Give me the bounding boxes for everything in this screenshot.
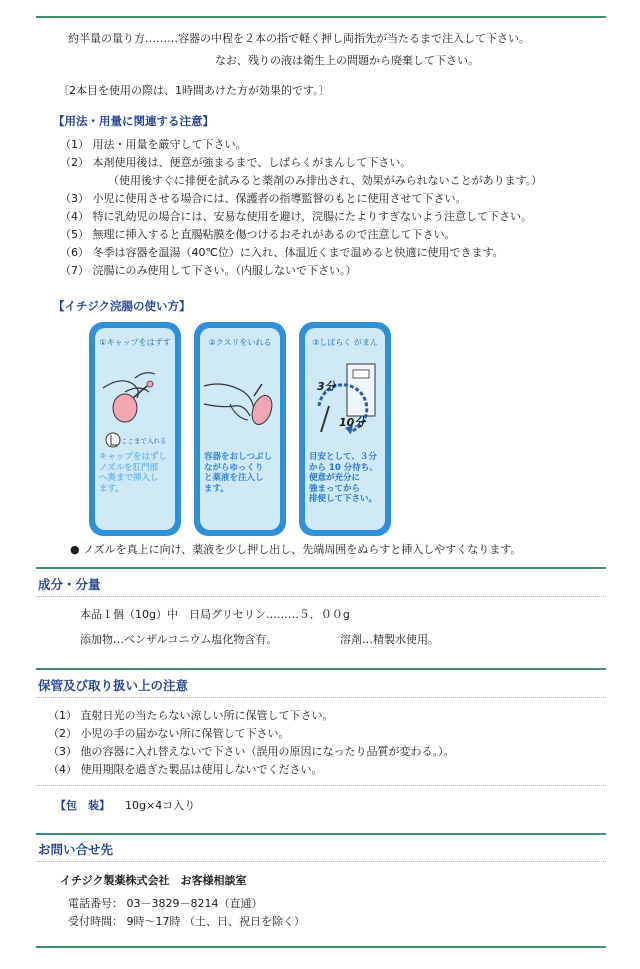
clock-label-3: 3分 — [317, 380, 336, 393]
panel-3-title: ③しばらく がまん — [312, 338, 378, 347]
storage-divider — [36, 697, 606, 698]
how-to-panel-2 — [194, 322, 286, 536]
usage-note-item: （5） 無理に挿入すると直腸粘膜を傷つけるおそれがあるので注意して下さい。 — [60, 228, 456, 241]
usage-note-item: （3） 小児に使用させる場合には、保護者の指導監督のもとに使用させて下さい。 — [60, 192, 467, 205]
panel-2-title: ②クスリをいれる — [208, 338, 272, 347]
usage-note-item: （1） 用法・用量を厳守して下さい。 — [60, 138, 247, 151]
storage-rule — [36, 668, 606, 670]
usage-note-item: （4） 特に乳幼児の場合には、安易な使用を避け、浣腸にたよりすぎないよう注意して下さい。 — [60, 210, 533, 223]
intro-line-3: 〔2本目を使用の際は、1時間あけた方が効果的です。〕 — [58, 84, 330, 97]
usage-note-item: （6） 冬季は容器を温湯（40℃位）に入れ、体温近くまで温めると快適に使用できます。 — [60, 246, 504, 259]
package-value: 10g×4コ入り — [125, 799, 196, 812]
bottom-rule — [36, 946, 606, 948]
ingredients-additive: 添加物…ベンザルコニウム塩化物含有。 — [80, 633, 278, 646]
contact-title: お問い合せ先 — [38, 842, 114, 857]
panel-2-text: 容器をおしつぶし ながらゆっくり と薬液を注入し ます。 — [204, 452, 273, 494]
remove-cap-illustration — [95, 348, 175, 448]
intro-line-1: 約半量の量り方………容器の中程を２本の指で軽く押し両指先が当たるまで注入して下さい。 — [68, 32, 530, 45]
intro-line-2: なお、残りの液は衛生上の問題から廃棄して下さい。 — [215, 54, 479, 67]
storage-item: （4） 使用期限を過ぎた製品は使用しないでください。 — [48, 763, 323, 776]
panel-1-title: ①キャップをはずす — [99, 338, 171, 347]
storage-item: （1） 直射日光の当たらない涼しい所に保管して下さい。 — [48, 709, 334, 722]
inject-illustration — [200, 348, 280, 448]
contact-company: イチジク製薬株式会社 お客様相談室 — [60, 874, 247, 887]
contact-phone: 電話番号： 03－3829－8214（直通） — [68, 897, 263, 910]
panel-1-text: キャップをはずし ノズルを肛門部 へ奥まで挿入し ます。 — [99, 452, 168, 494]
panel-3-text: 目安として、３分 から 10 分待ち、 便意が充分に 強まってから 排便して下さい。 — [309, 452, 378, 504]
ingredients-solvent: 溶剤…精製水使用。 — [340, 633, 439, 646]
ingredients-divider — [36, 596, 606, 597]
storage-title: 保管及び取り扱い上の注意 — [38, 678, 189, 693]
contact-rule — [36, 833, 606, 835]
usage-note-item: （2） 本剤使用後は、便意が強まるまで、しばらくがまんして下さい。 — [60, 156, 412, 169]
panel-1-insert-label: ここまで入れる — [121, 437, 167, 445]
usage-note-item: （7） 浣腸にのみ使用して下さい。（内服しないで下さい。） — [60, 264, 357, 277]
top-rule — [36, 16, 606, 18]
how-to-panel-1 — [89, 322, 181, 536]
package-divider — [36, 785, 606, 786]
contact-hours: 受付時間： 9時～17時 （土、日、祝日を除く） — [68, 915, 305, 928]
how-to-title: 【イチジク浣腸の使い方】 — [53, 299, 191, 313]
storage-item: （2） 小児の手の届かない所に保管して下さい。 — [48, 727, 290, 740]
contact-divider — [36, 861, 606, 862]
how-to-panel-3 — [299, 322, 391, 536]
wait-clock-illustration — [305, 348, 385, 448]
ingredients-title: 成分・分量 — [38, 577, 101, 592]
clock-label-10: 10分 — [339, 416, 366, 429]
usage-notes-title: 【用法・用量に関連する注意】 — [53, 114, 214, 128]
how-to-tip: ● ノズルを真上に向け、薬液を少し押し出し、先端周囲をぬらすと挿入しやすくなります。 — [70, 543, 522, 556]
package-label: 【包 装】 — [55, 799, 110, 812]
ingredients-line-1: 本品１個（10g）中 日局グリセリン………５．００g — [80, 608, 350, 621]
storage-item: （3） 他の容器に入れ替えないで下さい（誤用の原因になったり品質が変わる。）。 — [48, 745, 455, 758]
usage-note-item: （使用後すぐに排便を試みると薬剤のみ排出され、効果がみられないことがあります。） — [108, 174, 543, 187]
ingredients-rule — [36, 567, 606, 569]
